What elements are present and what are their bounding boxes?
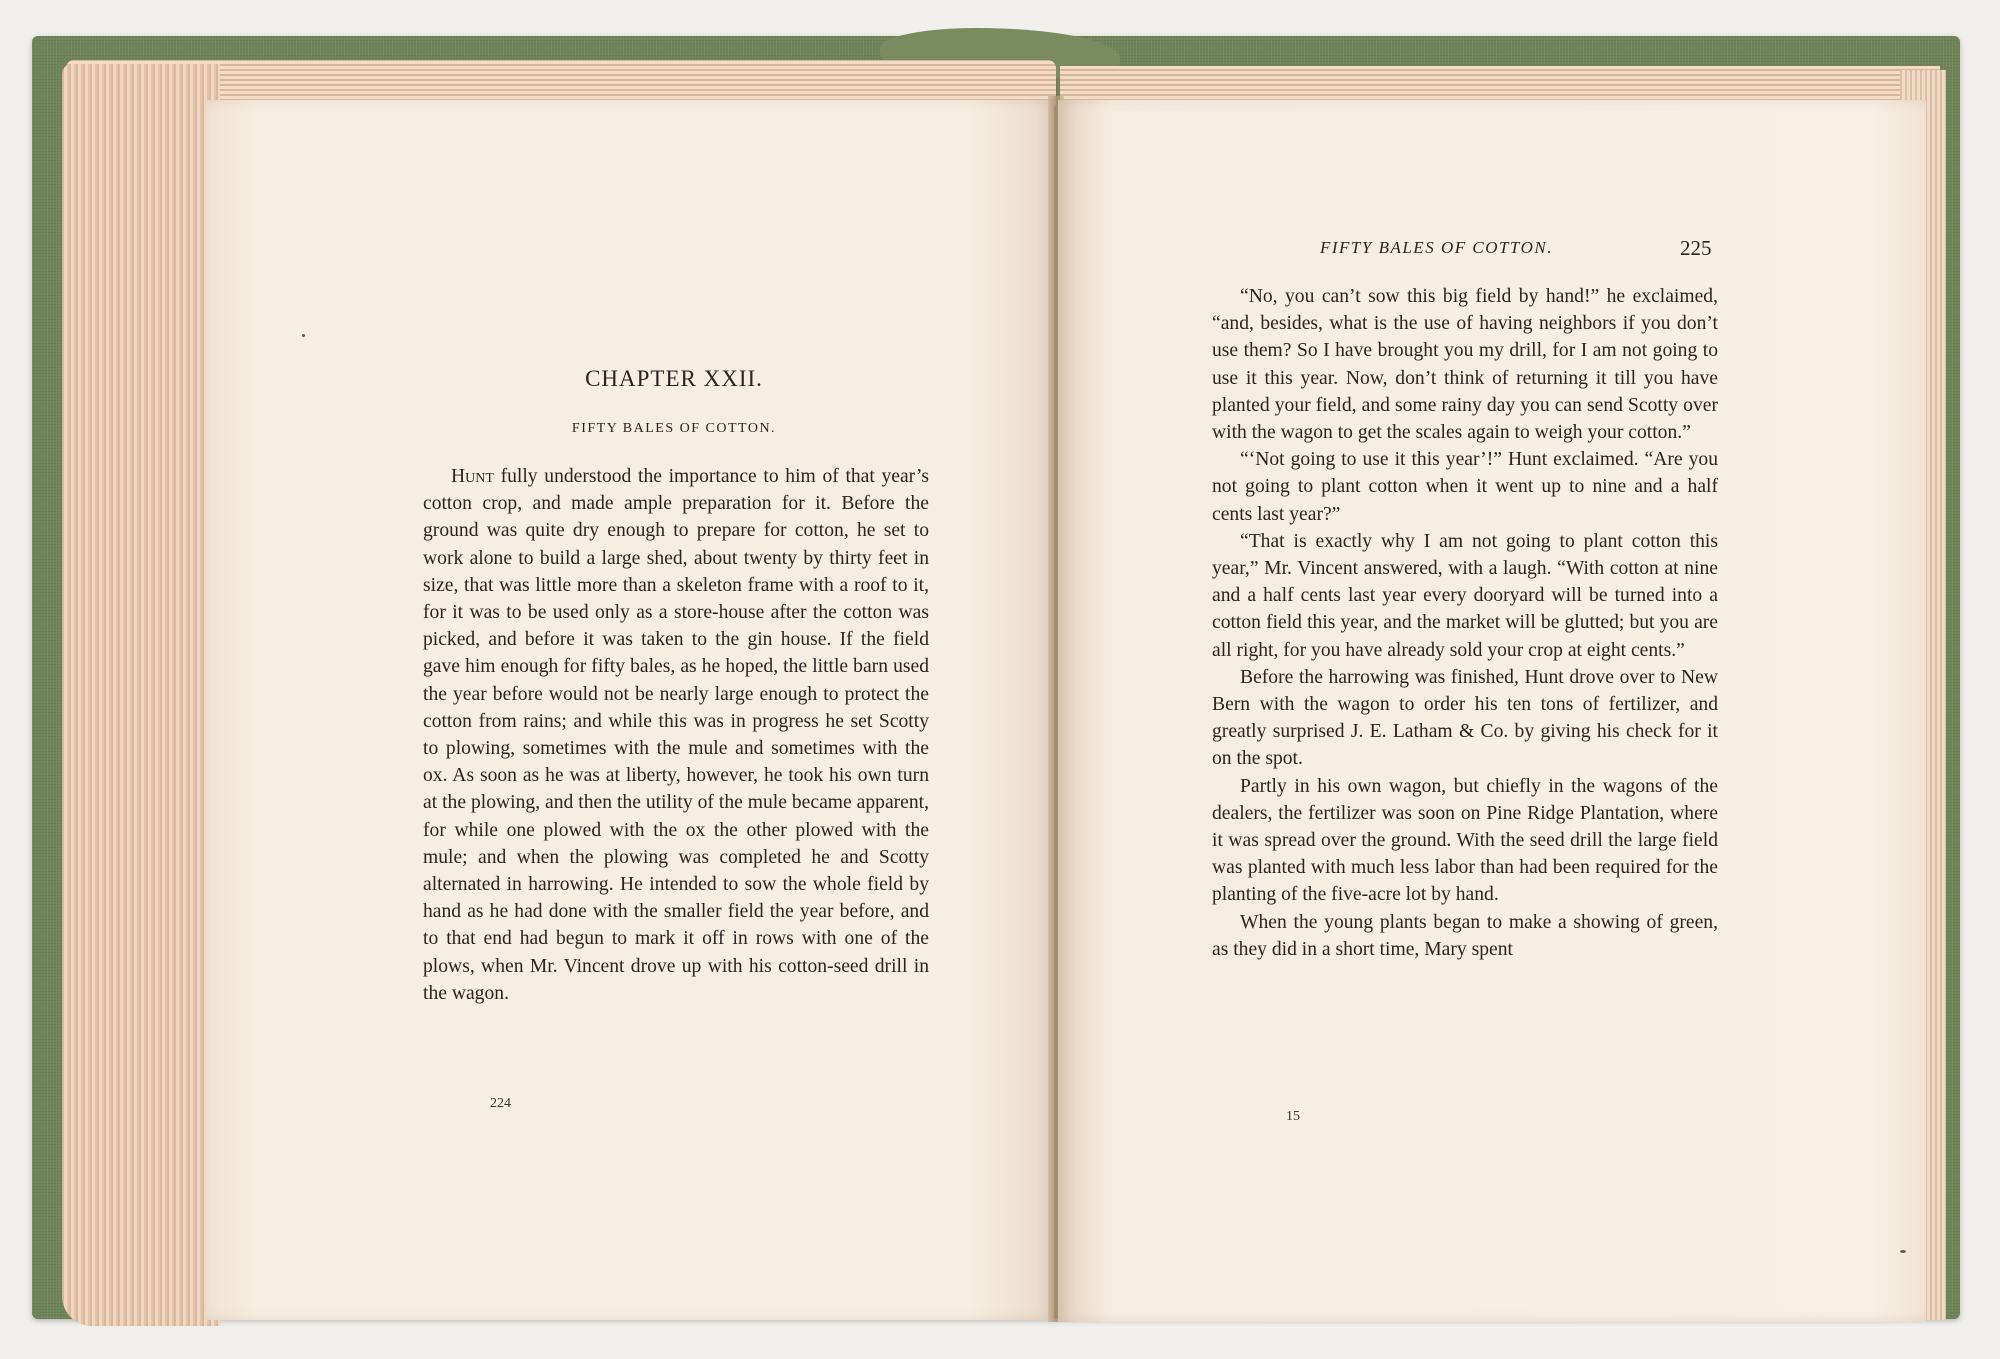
- page-number-right: 225: [1680, 236, 1712, 260]
- right-paragraph: “That is exactly why I am not going to plant cotton this year,” Mr. Vincent answered, with a laugh. “With cotton at nine and a half cents last year every dooryard will be turned into a cotton field this year, and the market will be glutted; but you are all right, for you have already sold your crop at eight cents.”: [1212, 530, 1718, 661]
- paper-speck: [302, 334, 305, 337]
- paragraph-text: fully understood the importance to him of that year’s cotton crop, and made ample preparation for it. Before the ground was quite dry enough to prepare for cotton, he set to work alone to build a large shed, about twenty by thirty feet in size, that was little more than a skeleton frame with a roof to it, for it was to be used only as a store-house after the cotton was picked, and before it was taken to the gin house. If the field gave him enough for fifty bales, as he hoped, the little barn used the year before would not be nearly large enough to protect the cotton from rains; and while this was in progress he set Scotty to plowing, sometimes with the mule and sometimes with the ox. As soon as he was at liberty, however, he took his own turn at the plowing, and then the utility of the mule became apparent, for while one plowed with the ox the other plowed with the mule; and when the plowing was completed he and Scotty alternated in harrowing. He intended to sow the whole field by hand as he had done with the smaller field the year before, and to that end had begun to mark it off in rows with one of the plows, when Mr. Vincent drove up with his cotton-seed drill in the wagon.: [423, 466, 929, 1004]
- right-paragraph: “No, you can’t sow this big field by hand!” he exclaimed, “and, besides, what is the use of having neighbors if you don’t use them? So I have brought you my drill, for I am not going to use it this year. Now, don’t think of returning it till you have planted your field, and some rainy day you can send Scotty over with the wagon to get the scales again to weigh your cotton.”: [1212, 286, 1718, 444]
- page-edges-left: [62, 64, 220, 1326]
- page-number-left: 224: [490, 1096, 511, 1111]
- right-page-body: [1212, 283, 1718, 963]
- dropcap-word: Hunt: [451, 466, 494, 487]
- right-paragraph: Before the harrowing was finished, Hunt drove over to New Bern with the wagon to order his ten tons of fertilizer, and greatly surprised J. E. Latham & Co. by giving his check for it on the spot.: [1212, 666, 1718, 770]
- left-paragraph: [423, 463, 929, 1007]
- right-paragraph: When the young plants began to make a showing of green, as they did in a short time, Mary spent: [1212, 911, 1718, 960]
- right-paragraph: “‘Not going to use it this year’!” Hunt exclaimed. “Are you not going to plant cotton when it went up to nine and a half cents last year?”: [1212, 449, 1718, 525]
- left-page-body: [423, 463, 929, 1007]
- signature-mark: 15: [1286, 1109, 1300, 1124]
- paper-speck: [1900, 1250, 1906, 1253]
- chapter-subtitle: FIFTY BALES OF COTTON.: [571, 421, 777, 436]
- running-head: FIFTY BALES OF COTTON.: [1320, 238, 1553, 257]
- chapter-title: CHAPTER XXII.: [585, 366, 763, 391]
- right-paragraph: Partly in his own wagon, but chiefly in the wagons of the dealers, the fertilizer was soon on Pine Ridge Plantation, where it was spread over the ground. With the seed drill the large field was planted with much less labor than had been required for the planting of the five-acre lot by hand.: [1212, 775, 1718, 906]
